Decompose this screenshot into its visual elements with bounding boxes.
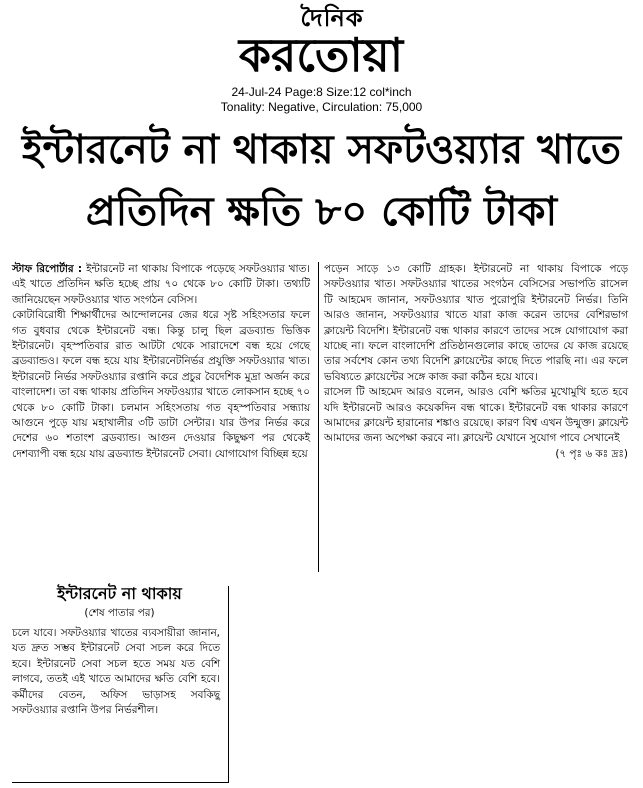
headline-line-2: প্রতিদিন ক্ষতি ৮০ কোটি টাকা bbox=[85, 189, 558, 235]
article-column-right bbox=[324, 262, 628, 462]
continuation-heading: ইন্টারনেট না থাকায় bbox=[57, 584, 182, 603]
continuation-body: চলে যাবে। সফটওয়্যার খাতের ব্যবসায়ীরা জানান, যত দ্রুত সম্ভব ইন্টারনেট সেবা সচল করে দিতে হবে। ইন্টারনেট সেবা সচল হতে সময় যত বেশি লাগবে, ততই এই খাতে আমাদের ক্ষতি বেশি হবে। কর্মীদের বেতন, অফিস ভাড়াসহ সবকিছু সফটওয়্যার রপ্তানি উপর নির্ভরশীল। bbox=[12, 627, 220, 717]
masthead-dainik: দৈনিক bbox=[300, 4, 364, 32]
byline: স্টাফ রিপোর্টার : bbox=[12, 263, 83, 275]
headline-line-1: ইন্টারনেট না থাকায় সফটওয়্যার খাতে bbox=[21, 127, 622, 173]
continuation-box bbox=[12, 582, 227, 782]
article-paragraph bbox=[12, 262, 310, 308]
masthead-karatoa-logo: করতোয়া bbox=[238, 28, 404, 82]
article-column-left bbox=[12, 262, 310, 462]
continuation-subheading: (শেষ পাতার পর) bbox=[84, 607, 155, 619]
continuation-box-right-rule bbox=[228, 586, 229, 782]
column-divider bbox=[318, 262, 319, 572]
article-paragraph: পড়েন সাড়ে ১৩ কোটি গ্রাহক। ইন্টারনেট না থাকায় বিপাকে পড়ে সফটওয়্যার খাত। সফটওয়্যার খাতের সংগঠন বেসিসের সভাপতি রাসেল টি আহমেদ জানান, সফটওয়্যার খাত পুরোপুরি ইন্টারনেট নির্ভর। তিনি আরও জানান, সফটওয়্যার খাতে যারা কাজ করেন তাদের বেশিরভাগ ক্লায়েন্ট বিদেশি। ইন্টারনেট বন্ধ থাকার কারণে তাদের সঙ্গে যোগাযোগ করা যাচ্ছে না। ফলে বাংলাদেশি প্রতিষ্ঠানগুলোর কাছে তাদের যে কাজ রয়েছে তার সর্বশেষ কোন তথ্য বিদেশি ক্লায়েন্টের কাছে দিতে পারছি না। এর ফলে ভবিষ্যতে ক্লায়েন্টের সঙ্গে কাজ করা কঠিন হয়ে যাবে। bbox=[324, 263, 628, 383]
clipping-meta-tonality: Tonality: Negative, Circulation: 75,000 bbox=[220, 100, 423, 114]
jump-note: (৭ পৃঃ ৬ কঃ দ্রঃ) bbox=[555, 447, 628, 460]
clipping-meta-date-size: 24-Jul-24 Page:8 Size:12 col*inch bbox=[231, 85, 412, 99]
article-paragraph: কোটাবিরোধী শিক্ষার্থীদের আন্দোলনের জের ধরে সৃষ্ট সহিংসতার ফলে গত বুধবার থেকে ইন্টারনেট বন্ধ। কিন্তু চালু ছিল ব্রডব্যান্ড ভিত্তিক ইন্টারনেট। বৃহস্পতিবার রাত আটটা থেকে সারাদেশে বন্ধ হয়ে গেছে ব্রডব্যান্ডও। ফলে বন্ধ হয়ে যায় ইন্টারনেটনির্ভর প্রযুক্তি সফটওয়্যার খাত। ইন্টারনেট নির্ভর সফটওয়্যার রপ্তানি করে প্রচুর বৈদেশিক মুদ্রা অর্জন করে বাংলাদেশ। তা বন্ধ থাকায় প্রতিদিন সফটওয়্যার খাতে লোকসান হচ্ছে ৭০ থেকে ৮০ কোটি টাকা। চলমান সহিংসতায় গত বৃহস্পতিবার সন্ধ্যায় আগুনে পুড়ে যায় মহাখালীর ৩টি ডাটা সেন্টার। যার উপর নির্ভর করে দেশের ৬০ শতাংশ ব্রডব্যান্ড। আগুন দেওয়ার কিছুক্ষণ পর থেকেই দেশব্যাপী বন্ধ হয়ে যায় ব্রডব্যান্ড ইন্টারনেট সেবা। যোগাযোগ বিচ্ছিন্ন হয়ে bbox=[12, 309, 310, 460]
article-paragraph: রাসেল টি আহমেদ আরও বলেন, আরও বেশি ক্ষতির মুখোমুখি হতে হবে যদি ইন্টারনেট আরও কয়েকদিন বন্ধ থাকে। ইন্টারনেট বন্ধ থাকার কারণে আমাদের ক্লায়েন্ট হারানোর শঙ্কাও রয়েছে। কারণ বিশ্ব এখন উন্মুক্ত। ক্লায়েন্ট আমাদের জন্য অপেক্ষা করবে না। ক্লায়েন্ট যেখানে সুযোগ পাবে সেখানেই bbox=[324, 386, 628, 445]
paragraph-text: ইন্টারনেট না থাকায় বিপাকে পড়েছে সফটওয়্যার খাত। এই খাতে প্রতিদিন ক্ষতি হচ্ছে প্রায় ৭০ থেকে ৮০ কোটি টাকা। তথ্যটি জানিয়েছেন সফটওয়্যার খাত সংগঠন বেসিস। bbox=[12, 263, 310, 306]
continuation-box-bottom-rule bbox=[12, 782, 229, 783]
